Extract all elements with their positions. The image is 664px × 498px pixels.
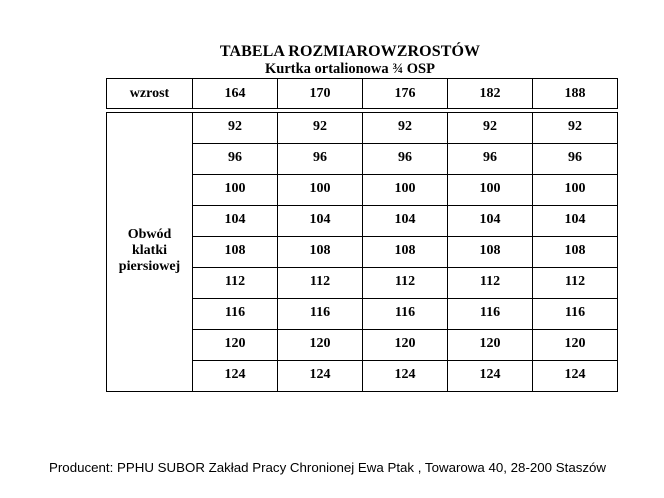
row-label-line: klatki	[131, 243, 167, 258]
height-cell: 182	[448, 79, 533, 109]
row-label-line: Obwód	[127, 227, 172, 242]
table-cell: 96	[278, 144, 363, 175]
table-cell: 112	[448, 268, 533, 299]
size-table	[106, 78, 618, 392]
table-cell: 112	[193, 268, 278, 299]
table-cell: 108	[363, 237, 448, 268]
table-cell: 100	[448, 175, 533, 206]
table-cell: 108	[533, 237, 618, 268]
table-cell: 116	[363, 299, 448, 330]
table-cell: 124	[363, 361, 448, 392]
table-cell: 120	[448, 330, 533, 361]
table-cell: 100	[278, 175, 363, 206]
table-row	[107, 113, 618, 144]
table-cell: 124	[193, 361, 278, 392]
height-cell: 176	[363, 79, 448, 109]
table-cell: 92	[448, 113, 533, 144]
table-cell: 100	[193, 175, 278, 206]
height-cell: 164	[193, 79, 278, 109]
row-label	[107, 113, 193, 392]
table-cell: 112	[278, 268, 363, 299]
producer-footer: Producent: PPHU SUBOR Zakład Pracy Chronionej Ewa Ptak , Towarowa 40, 28-200 Staszów	[49, 460, 607, 475]
document-subtitle: Kurtka ortalionowa ¾ OSP	[265, 61, 435, 77]
table-cell: 116	[278, 299, 363, 330]
table-cell: 96	[533, 144, 618, 175]
header-label: wzrost	[107, 79, 193, 109]
table-cell: 104	[533, 206, 618, 237]
table-cell: 96	[448, 144, 533, 175]
table-cell: 100	[533, 175, 618, 206]
height-cell: 170	[278, 79, 363, 109]
table-cell: 112	[533, 268, 618, 299]
table-cell: 104	[278, 206, 363, 237]
table-cell: 120	[278, 330, 363, 361]
table-cell: 112	[363, 268, 448, 299]
table-cell: 124	[448, 361, 533, 392]
row-label-line: piersiowej	[118, 259, 181, 274]
table-cell: 120	[363, 330, 448, 361]
table-cell: 116	[533, 299, 618, 330]
table-cell: 108	[448, 237, 533, 268]
table-cell: 104	[363, 206, 448, 237]
height-cell: 188	[533, 79, 618, 109]
table-cell: 120	[533, 330, 618, 361]
table-cell: 124	[278, 361, 363, 392]
table-cell: 92	[533, 113, 618, 144]
table-cell: 96	[193, 144, 278, 175]
table-cell: 104	[448, 206, 533, 237]
document-title: TABELA ROZMIAROWZROSTÓW	[219, 43, 481, 60]
table-cell: 92	[363, 113, 448, 144]
table-cell: 116	[193, 299, 278, 330]
table-cell: 92	[278, 113, 363, 144]
table-cell: 100	[363, 175, 448, 206]
table-cell: 92	[193, 113, 278, 144]
table-cell: 104	[193, 206, 278, 237]
table-cell: 108	[193, 237, 278, 268]
table-cell: 96	[363, 144, 448, 175]
table-cell: 120	[193, 330, 278, 361]
table-cell: 124	[533, 361, 618, 392]
header-row	[107, 79, 618, 109]
table-cell: 108	[278, 237, 363, 268]
table-cell: 116	[448, 299, 533, 330]
